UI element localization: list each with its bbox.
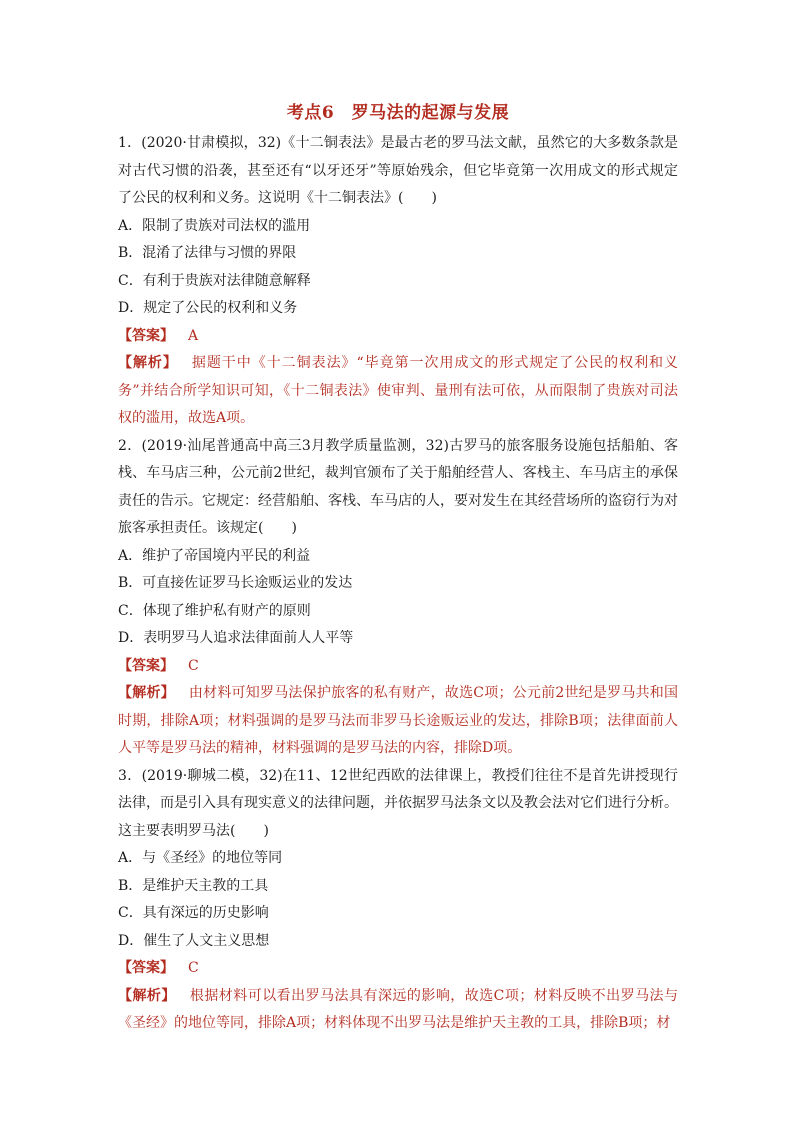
option-a: A．维护了帝国境内平民的利益 [118,547,311,564]
option-b: B．混淆了法律与习惯的界限 [118,245,297,261]
option-c: C．体现了维护私有财产的原则 [118,602,311,619]
option-a: A．与《圣经》的地位等同 [118,850,283,866]
question-stem: 3．(2019·聊城二模，32)在11、12世纪西欧的法律课上，教授们往往不是首先讲授现行法律，而是引入具有现实意义的法律问题，并依据罗马法条文以及教会法对它们进行分析。这主要表明罗马法( ) [118,767,678,839]
question-3 [118,763,678,1038]
option-b: B．是维护天主教的工具 [118,877,269,894]
analysis-label: 【解析】 [118,355,178,371]
option-b: B．可直接佐证罗马长途贩运业的发达 [118,575,353,591]
answer-line [118,653,678,681]
analysis-line [118,983,678,1038]
option-d: D．催生了人文主义思想 [118,932,270,949]
analysis-text: 根据材料可以看出罗马法具有深远的影响，故选C项；材料反映不出罗马法与《圣经》的地位等同，排除A项；材料体现不出罗马法是维护天主教的工具，排除B项；材 [118,987,678,1031]
answer-line [118,955,678,983]
analysis-text: 由材料可知罗马法保护旅客的私有财产，故选C项；公元前2世纪是罗马共和国时期，排除A项；材料强调的是罗马法而非罗马长途贩运业的发达，排除B项；法律面前人人平等是罗马法的精神，材料强调的是罗马法的内容，排除D项。 [118,685,679,756]
question-1 [118,130,678,433]
option-a: A．限制了贵族对司法权的滥用 [118,217,311,234]
question-2 [118,433,678,763]
answer-label: 【答案】 [118,327,174,344]
analysis-label: 【解析】 [118,685,175,701]
answer-line [118,323,678,351]
answer-value: C [188,960,199,976]
answer-label: 【答案】 [118,960,174,976]
page-title: 考点6 罗马法的起源与发展 [286,103,510,123]
analysis-text: 据题干中《十二铜表法》“毕竟第一次用成文的形式规定了公民的权利和义务”并结合所学知识可知，《十二铜表法》使审判、量刑有法可依，从而限制了贵族对司法权的滥用，故选A项。 [118,355,679,426]
analysis-line [118,350,678,433]
analysis-line [118,680,678,763]
answer-value: A [188,327,199,344]
option-c: C．有利于贵族对法律随意解释 [118,272,311,289]
answer-label: 【答案】 [118,657,174,674]
analysis-label: 【解析】 [118,987,176,1004]
option-c: C．具有深远的历史影响 [118,905,269,921]
question-list [118,130,678,1038]
option-d: D．表明罗马人追求法律面前人人平等 [118,630,354,646]
question-stem: 1．(2020·甘肃模拟，32)《十二铜表法》是最古老的罗马法文献，虽然它的大多数条款是对古代习惯的沿袭，甚至还有“以牙还牙”等原始残余，但它毕竟第一次用成文的形式规定了公民的权利和义务。这说明《十二铜表法》( ) [118,135,678,206]
option-d: D．规定了公民的权利和义务 [118,300,298,316]
question-stem: 2．(2019·汕尾普通高中高三3月教学质量监测，32)古罗马的旅客服务设施包括船舶、客栈、车马店三种，公元前2世纪，裁判官颁布了关于船舶经营人、客栈主、车马店主的承保责任的告示。它规定：经营船舶、客栈、车马店的人，要对发生在其经营场所的盗窃行为对旅客承担责任。该规定( ) [118,437,678,536]
answer-value: C [188,657,199,674]
